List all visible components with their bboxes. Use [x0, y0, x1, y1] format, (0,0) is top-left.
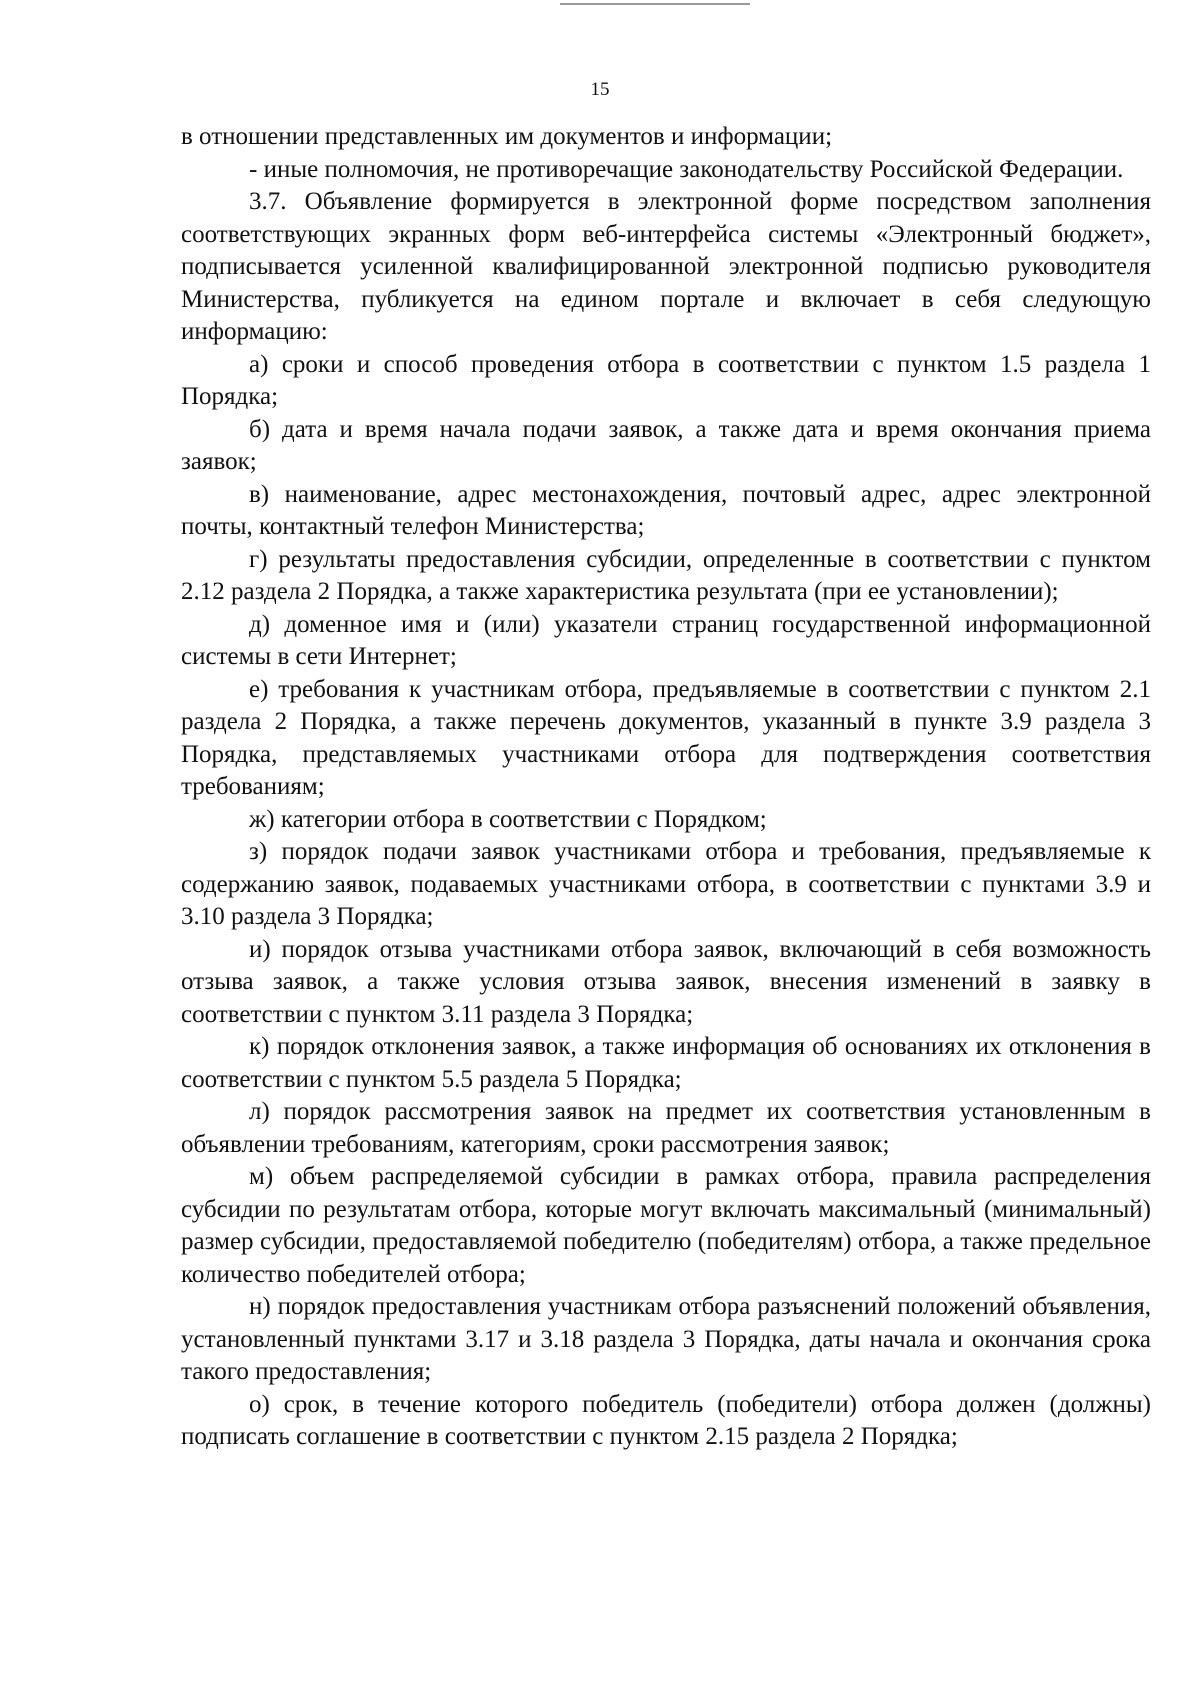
- paragraph-continuation: в отношении представленных им документов и информации;: [181, 123, 833, 150]
- list-item-zh: ж) категории отбора в соответствии с Порядком;: [249, 805, 767, 833]
- page-number: 15: [590, 79, 610, 100]
- scan-artifact-line: [560, 3, 750, 5]
- list-item-v: в) наименование, адрес местонахождения, почтовый адрес, адрес электронной почты, контактный телефон Министерства;: [181, 480, 1151, 540]
- list-item-n: н) порядок предоставления участникам отбора разъяснений положений объявления, установленный пунктами 3.17 и 3.18 раздела 3 Порядка, даты начала и окончания срока такого предоставления;: [181, 1293, 1151, 1385]
- list-item-k: к) порядок отклонения заявок, а также информация об основаниях их отклонения в соответствии с пунктом 5.5 раздела 5 Порядка;: [181, 1033, 1151, 1093]
- list-item-d: д) доменное имя и (или) указатели страниц государственной информационной системы в сети Интернет;: [181, 610, 1151, 670]
- list-item-m: м) объем распределяемой субсидии в рамках отбора, правила распределения субсидии по результатам отбора, которые могут включать максимальный (минимальный) размер субсидии, предоставляемой победителю (победителям) отбора, а также предельное количество победителей отбора;: [181, 1163, 1151, 1288]
- list-item-z: з) порядок подачи заявок участниками отбора и требования, предъявляемые к содержанию заявок, подаваемых участниками отбора, в соответствии с пунктами 3.9 и 3.10 раздела 3 Порядка;: [181, 838, 1151, 930]
- list-item-e: е) требования к участникам отбора, предъявляемые в соответствии с пунктом 2.1 раздела 2 Порядка, а также перечень документов, указанный в пункте 3.9 раздела 3 Порядка, представляемых участниками отбора для подтверждения соответствия требованиям;: [181, 675, 1151, 800]
- paragraph-3-7: 3.7. Объявление формируется в электронной форме посредством заполнения соответствующих экранных форм веб-интерфейса системы «Электронный бюджет», подписывается усиленной квалифицированной электронной подписью руководителя Министерства, публикуется на едином портале и включает в себя следующую информацию:: [181, 188, 1151, 345]
- list-item-l: л) порядок рассмотрения заявок на предмет их соответствия установленным в объявлении требованиям, категориям, сроки рассмотрения заявок;: [181, 1098, 1151, 1158]
- list-item-o: о) срок, в течение которого победитель (победители) отбора должен (должны) подписать соглашение в соответствии с пунктом 2.15 раздела 2 Порядка;: [181, 1390, 1151, 1450]
- paragraph-other-powers: - иные полномочия, не противоречащие законодательству Российской Федерации.: [249, 155, 1124, 183]
- list-item-i: и) порядок отзыва участниками отбора заявок, включающий в себя возможность отзыва заявок, а также условия отзыва заявок, внесения изменений в заявку в соответствии с пунктом 3.11 раздела 3 Порядка;: [181, 935, 1151, 1028]
- list-item-g: г) результаты предоставления субсидии, определенные в соответствии с пунктом 2.12 раздела 2 Порядка, а также характеристика результата (при ее установлении);: [181, 545, 1151, 605]
- list-item-b: б) дата и время начала подачи заявок, а также дата и время окончания приема заявок;: [181, 415, 1151, 475]
- document-body: [181, 121, 1151, 1454]
- list-item-a: а) сроки и способ проведения отбора в соответствии с пунктом 1.5 раздела 1 Порядка;: [181, 350, 1151, 410]
